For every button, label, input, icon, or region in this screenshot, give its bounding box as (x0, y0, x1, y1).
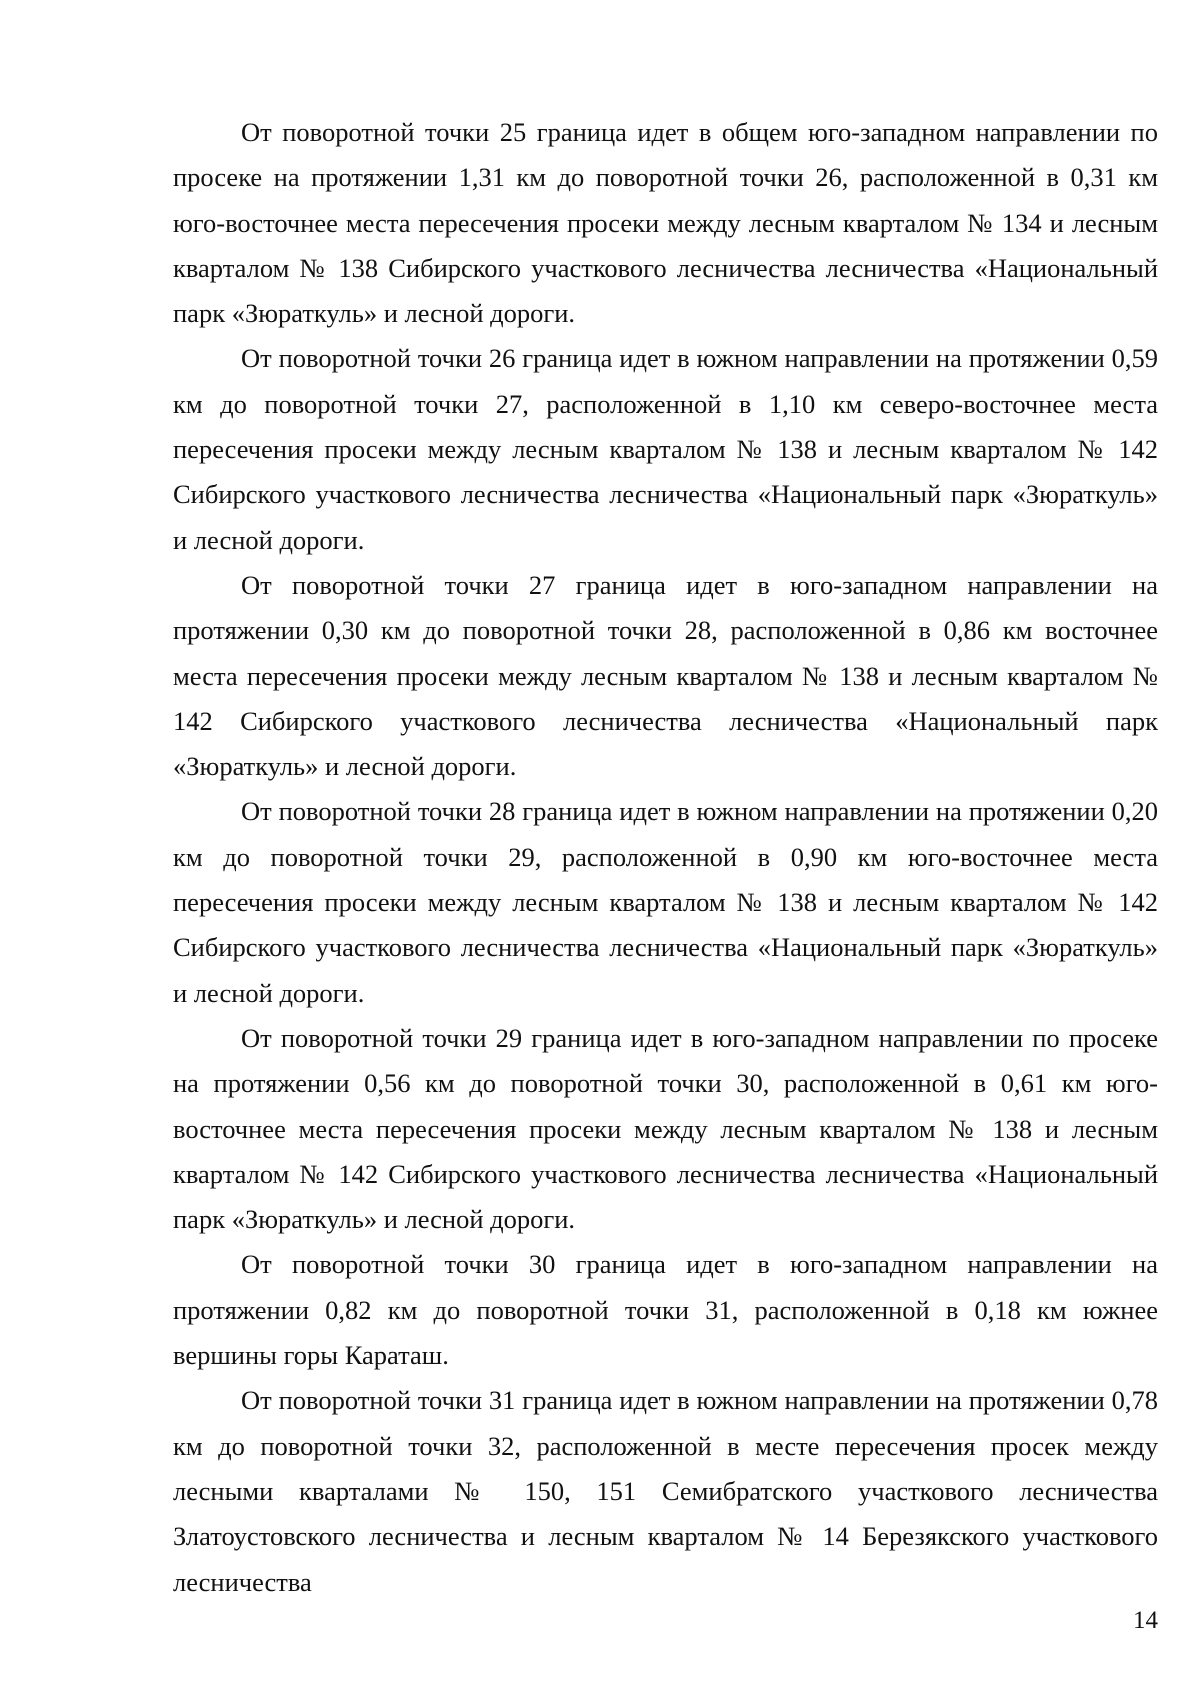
paragraph-point-25: От поворотной точки 25 граница идет в общем юго-западном направлении по просеке на протяжении 1,31 км до поворотной точки 26, расположенной в 0,31 км юго-восточнее места пересечения просеки между лесным кварталом № 134 и лесным кварталом № 138 Сибирского участкового лесничества лесничества «Национальный парк «Зюраткуль» и лесной дороги. (173, 117, 1158, 329)
paragraph-point-31: От поворотной точки 31 граница идет в южном направлении на протяжении 0,78 км до поворотной точки 32, расположенной в месте пересечения просек между лесными кварталами № 150, 151 Семибратского участкового лесничества Златоустовского лесничества и лесным кварталом № 14 Березякского участкового лесничества (173, 1385, 1158, 1597)
paragraph-point-28: От поворотной точки 28 граница идет в южном направлении на протяжении 0,20 км до поворотной точки 29, расположенной в 0,90 км юго-восточнее места пересечения просеки между лесным кварталом № 138 и лесным кварталом № 142 Сибирского участкового лесничества лесничества «Национальный парк «Зюраткуль» и лесной дороги. (173, 796, 1158, 1008)
page-number: 14 (1133, 1607, 1158, 1634)
paragraph-point-27: От поворотной точки 27 граница идет в юго-западном направлении на протяжении 0,30 км до поворотной точки 28, расположенной в 0,86 км восточнее места пересечения просеки между лесным кварталом № 138 и лесным кварталом № 142 Сибирского участкового лесничества лесничества «Национальный парк «Зюраткуль» и лесной дороги. (173, 569, 1158, 782)
paragraph-point-29: От поворотной точки 29 граница идет в юго-западном направлении по просеке на протяжении 0,56 км до поворотной точки 30, расположенной в 0,61 км юго-восточнее места пересечения просеки между лесным кварталом № 138 и лесным кварталом № 142 Сибирского участкового лесничества лесничества «Национальный парк «Зюраткуль» и лесной дороги. (173, 1022, 1158, 1235)
paragraph-point-30: От поворотной точки 30 граница идет в юго-западном направлении на протяжении 0,82 км до поворотной точки 31, расположенной в 0,18 км южнее вершины горы Караташ. (173, 1249, 1158, 1371)
document-body (173, 110, 1158, 1605)
paragraph-point-26: От поворотной точки 26 граница идет в южном направлении на протяжении 0,59 км до поворотной точки 27, расположенной в 1,10 км северо-восточнее места пересечения просеки между лесным кварталом № 138 и лесным кварталом № 142 Сибирского участкового лесничества лесничества «Национальный парк «Зюраткуль» и лесной дороги. (173, 343, 1158, 555)
